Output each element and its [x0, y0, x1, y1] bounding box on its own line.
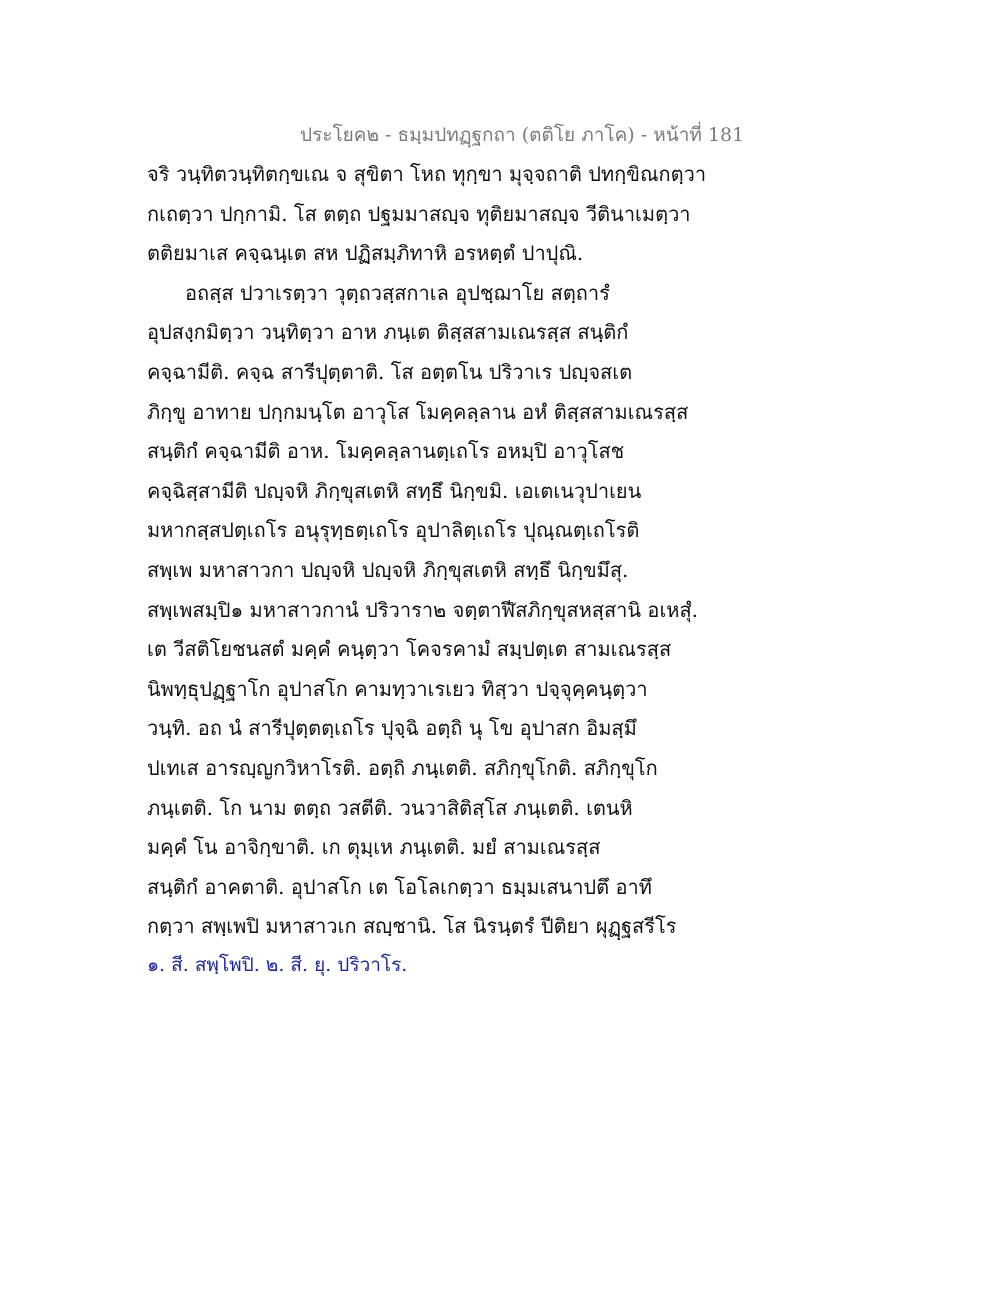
text-line: ภิกฺขู อาทาย ปกฺกมนฺโต อาวุโส โมคฺคลฺลาน อหํ ติสฺสสามเณรสฺส — [147, 399, 689, 424]
text-line: กเถตฺวา ปกฺกามิ. โส ตตฺถ ปฐมมาสญฺจ ทุติยมาสญฺจ วีตินาเมตฺวา — [147, 201, 691, 226]
text-line: คจฺฉิสฺสามีติ ปญฺจหิ ภิกฺขุสเตหิ สทฺธึ นิกฺขมิ. เอเตเนวุปาเยน — [147, 478, 642, 503]
text-line: มหากสฺสปตฺเถโร อนุรุทฺธตฺเถโร อุปาลิตฺเถโร ปุณฺณตฺเถโรติ — [147, 518, 640, 543]
text-line: กตฺวา สพฺเพปิ มหาสาวเก สญฺชานิ. โส นิรนฺตรํ ปีติยา ผุฏฺฐสรีโร — [147, 914, 677, 939]
text-line: วนฺทิ. อถ นํ สารีปุตฺตตฺเถโร ปุจฺฉิ อตฺถิ นุ โข อุปาสก อิมสฺมึ — [147, 716, 637, 741]
text-line: คจฺฉามีติ. คจฺฉ สารีปุตฺตาติ. โส อตฺตโน ปริวาเร ปญฺจสเต — [147, 359, 633, 384]
page-header: ประโยค๒ - ธมฺมปทฏฺฐกถา (ตติโย ภาโค) - หน้าที่ 181 — [300, 124, 745, 146]
text-line: สพฺเพ มหาสาวกา ปญฺจหิ ปญฺจหิ ภิกฺขุสเตหิ สทฺธึ นิกฺขมึสุ. — [147, 557, 629, 582]
text-line: มคฺคํ โน อาจิกฺขาติ. เก ตุมฺเห ภนฺเตติ. มยํ สามเณรสฺส — [147, 835, 601, 860]
text-line: อถสฺส ปวาเรตฺวา วุตฺถวสฺสกาเล อุปชฺฌาโย สตฺถารํ — [185, 280, 610, 305]
text-line: สนฺติกํ คจฺฉามีติ อาห. โมคฺคลฺลานตฺเถโร อหมฺปิ อาวุโสช — [147, 439, 625, 464]
text-line: นิพทฺธุปฏฺฐาโก อุปาสโก คามทฺวาเรเยว ทิสฺวา ปจฺจุคฺคนฺตฺวา — [147, 676, 648, 701]
text-line: เต วีสติโยชนสตํ มคฺคํ คนฺตฺวา โคจรคามํ สมฺปตฺเต สามเณรสฺส — [147, 637, 672, 662]
text-line: ตติยมาเส คจฺฉนฺเต สห ปฏิสมฺภิทาหิ อรหตฺตํ ปาปุณิ. — [147, 241, 584, 266]
text-line: จริ วนฺทิตวนฺทิตกฺขเณ จ สุขิตา โหถ ทุกฺขา มุจฺจถาติ ปทกฺขิณกตฺวา — [147, 162, 707, 186]
body-text — [147, 155, 707, 947]
text-line: สพฺเพสมฺปิ๑ มหาสาวกานํ ปริวารา๒ จตฺตาฬีสภิกฺขุสหสฺสานิ อเหสุํ. — [147, 597, 699, 622]
text-line: สนฺติกํ อาคตาติ. อุปาสโก เต โอโลเกตฺวา ธมฺมเสนาปตึ อาทึ — [147, 874, 652, 899]
text-line: อุปสงฺกมิตฺวา วนฺทิตฺวา อาห ภนฺเต ติสฺสสามเณรสฺส สนฺติกํ — [147, 320, 629, 345]
footnote: ๑. สี. สพฺโพปิ. ๒. สี. ยุ. ปริวาโร. — [147, 954, 408, 976]
text-line: ภนฺเตติ. โก นาม ตตฺถ วสตีติ. วนวาสิติสฺโส ภนฺเตติ. เตนหิ — [147, 795, 633, 820]
text-line: ปเทเส อารญฺญกวิหาโรติ. อตฺถิ ภนฺเตติ. สภิกฺขุโกติ. สภิกฺขุโก — [147, 755, 658, 780]
